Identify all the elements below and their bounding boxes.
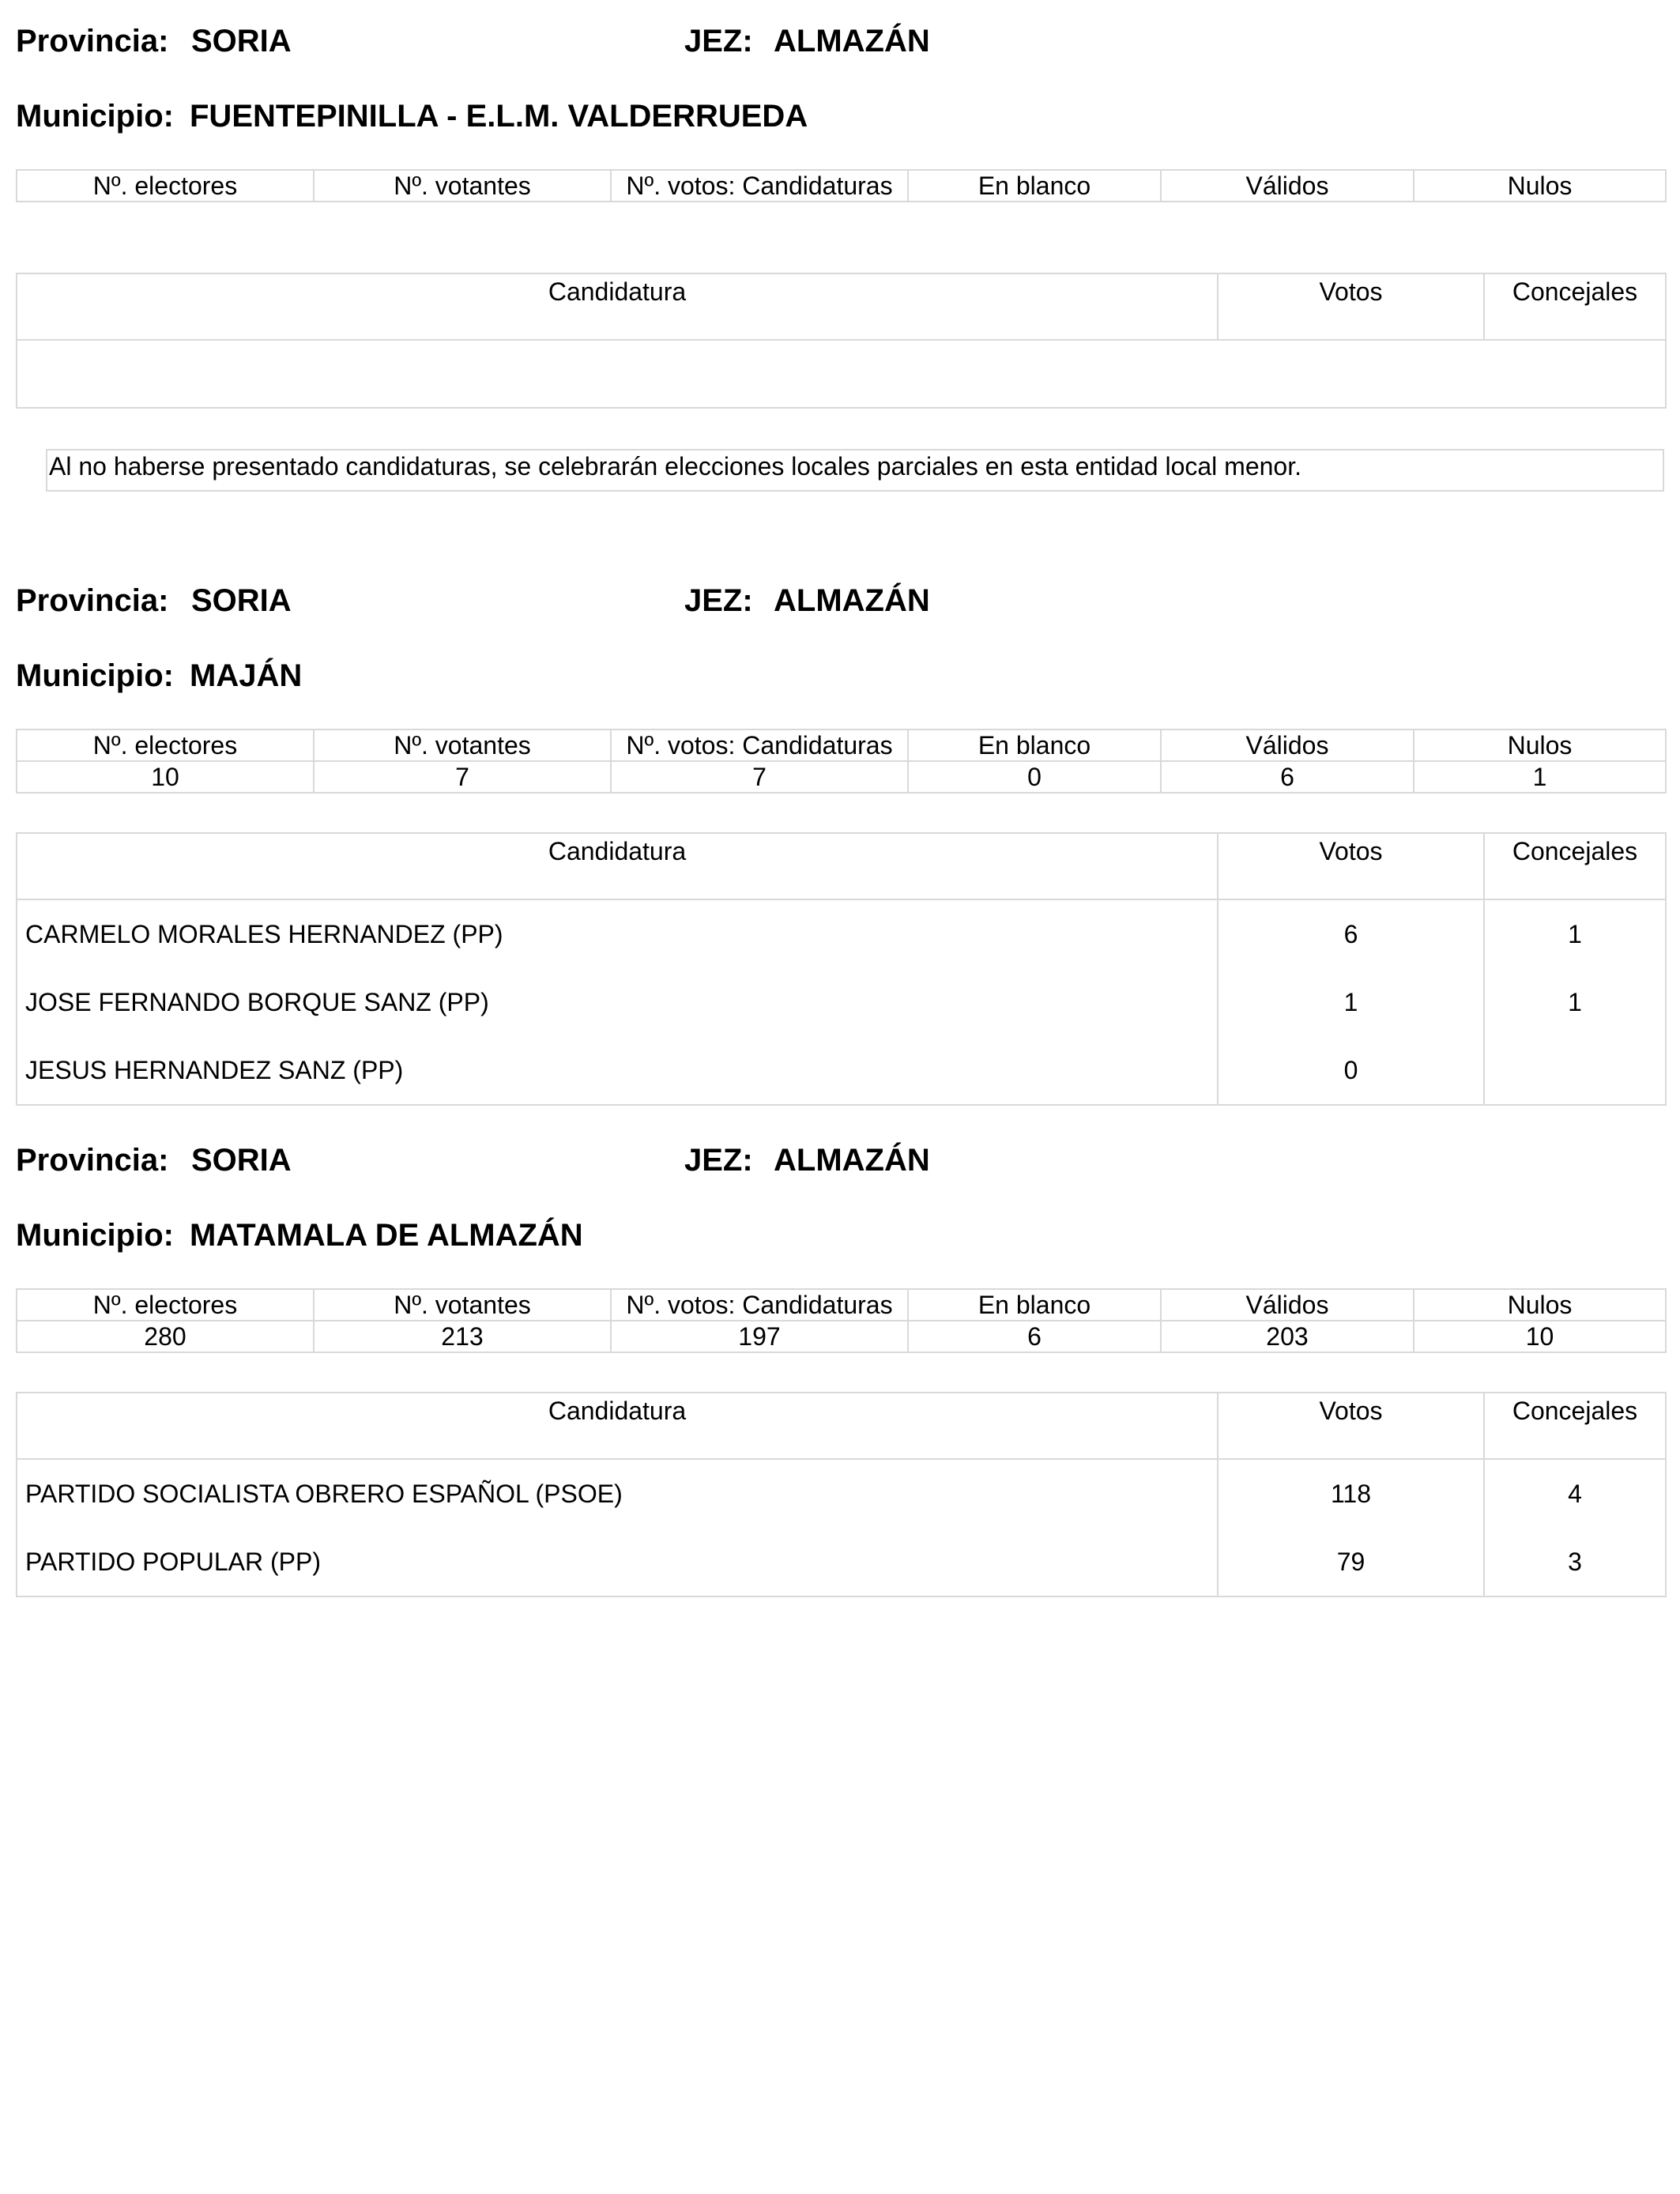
header-votos: Votos: [1218, 833, 1484, 899]
municipio-value: MATAMALA DE ALMAZÁN: [190, 1218, 583, 1253]
candidates-table: [16, 1392, 1667, 1597]
header-votos-candidaturas: Nº. votos: Candidaturas: [611, 170, 908, 202]
value-votos-candidaturas: 197: [611, 1321, 908, 1352]
summary-values-row: [17, 761, 1666, 793]
header-candidatura: Candidatura: [17, 833, 1218, 899]
summary-table: [16, 729, 1667, 794]
header-concejales: Concejales: [1484, 273, 1666, 340]
municipio-label: Municipio:: [16, 1218, 174, 1253]
candidate-name: CARMELO MORALES HERNANDEZ (PP): [17, 899, 1218, 968]
no-candidates-note: Al no haberse presentado candidaturas, se celebrarán elecciones locales parciales en esta entidad local menor.: [46, 449, 1664, 492]
provincia-label: Provincia:: [16, 1143, 169, 1178]
table-row: [17, 968, 1666, 1036]
header-validos: Válidos: [1161, 729, 1414, 761]
municipio-value: MAJÁN: [190, 658, 303, 693]
municipio-label: Municipio:: [16, 99, 174, 134]
table-row: [17, 899, 1666, 968]
candidates-header-row: [17, 1393, 1666, 1459]
value-electores: 280: [17, 1321, 314, 1352]
header-votos: Votos: [1218, 273, 1484, 340]
value-validos: 203: [1161, 1321, 1414, 1352]
municipio-value: FUENTEPINILLA - E.L.M. VALDERRUEDA: [190, 99, 808, 134]
candidate-votos: 118: [1218, 1459, 1484, 1528]
provincia-value: SORIA: [191, 24, 292, 58]
provincia-value: SORIA: [191, 583, 292, 618]
provincia-label: Provincia:: [16, 24, 169, 58]
header-concejales: Concejales: [1484, 1393, 1666, 1459]
value-en-blanco: 6: [908, 1321, 1161, 1352]
table-row-empty: [17, 340, 1666, 408]
header-votantes: Nº. votantes: [314, 170, 611, 202]
candidates-header-row: [17, 273, 1666, 340]
candidates-header-row: [17, 833, 1666, 899]
value-votos-candidaturas: 7: [611, 761, 908, 793]
summary-header-row: [17, 170, 1666, 202]
header-concejales: Concejales: [1484, 833, 1666, 899]
header-electores: Nº. electores: [17, 170, 314, 202]
candidate-name: PARTIDO POPULAR (PP): [17, 1528, 1218, 1596]
candidate-name: JESUS HERNANDEZ SANZ (PP): [17, 1036, 1218, 1105]
jez-label: JEZ:: [684, 24, 753, 58]
summary-header-row: [17, 729, 1666, 761]
candidate-concejales: 1: [1484, 899, 1666, 968]
table-row: [17, 1036, 1666, 1105]
candidates-table: [16, 273, 1667, 409]
candidate-name: JOSE FERNANDO BORQUE SANZ (PP): [17, 968, 1218, 1036]
header-validos: Válidos: [1161, 1289, 1414, 1321]
value-validos: 6: [1161, 761, 1414, 793]
candidate-votos: 1: [1218, 968, 1484, 1036]
header-validos: Válidos: [1161, 170, 1414, 202]
header-votantes: Nº. votantes: [314, 1289, 611, 1321]
value-votantes: 7: [314, 761, 611, 793]
summary-table: [16, 1288, 1667, 1353]
value-votantes: 213: [314, 1321, 611, 1352]
candidate-concejales: [1484, 1036, 1666, 1105]
header-en-blanco: En blanco: [908, 729, 1161, 761]
header-electores: Nº. electores: [17, 729, 314, 761]
header-votos: Votos: [1218, 1393, 1484, 1459]
header-en-blanco: En blanco: [908, 1289, 1161, 1321]
header-electores: Nº. electores: [17, 1289, 314, 1321]
section-matamala: [0, 1119, 1680, 1672]
header-nulos: Nulos: [1414, 1289, 1666, 1321]
value-nulos: 1: [1414, 761, 1666, 793]
jez-label: JEZ:: [684, 583, 753, 618]
summary-header-row: [17, 1289, 1666, 1321]
header-nulos: Nulos: [1414, 170, 1666, 202]
header-votantes: Nº. votantes: [314, 729, 611, 761]
jez-value: ALMAZÁN: [774, 583, 930, 618]
jez-label: JEZ:: [684, 1143, 753, 1178]
header-candidatura: Candidatura: [17, 273, 1218, 340]
candidate-name: PARTIDO SOCIALISTA OBRERO ESPAÑOL (PSOE): [17, 1459, 1218, 1528]
summary-values-row: [17, 1321, 1666, 1352]
candidate-concejales: 1: [1484, 968, 1666, 1036]
municipio-label: Municipio:: [16, 658, 174, 693]
header-candidatura: Candidatura: [17, 1393, 1218, 1459]
value-electores: 10: [17, 761, 314, 793]
provincia-value: SORIA: [191, 1143, 292, 1178]
header-votos-candidaturas: Nº. votos: Candidaturas: [611, 1289, 908, 1321]
candidate-votos: 0: [1218, 1036, 1484, 1105]
table-row: [17, 1459, 1666, 1528]
candidate-concejales: 3: [1484, 1528, 1666, 1596]
header-en-blanco: En blanco: [908, 170, 1161, 202]
candidate-votos: 6: [1218, 899, 1484, 968]
value-nulos: 10: [1414, 1321, 1666, 1352]
header-votos-candidaturas: Nº. votos: Candidaturas: [611, 729, 908, 761]
provincia-label: Provincia:: [16, 583, 169, 618]
jez-value: ALMAZÁN: [774, 24, 930, 58]
summary-table: [16, 169, 1667, 202]
section-fuentepinilla: [0, 0, 1680, 553]
value-en-blanco: 0: [908, 761, 1161, 793]
section-majan: [0, 560, 1680, 1113]
candidates-table: [16, 832, 1667, 1106]
header-nulos: Nulos: [1414, 729, 1666, 761]
candidate-votos: 79: [1218, 1528, 1484, 1596]
candidate-concejales: 4: [1484, 1459, 1666, 1528]
table-row: [17, 1528, 1666, 1596]
jez-value: ALMAZÁN: [774, 1143, 930, 1178]
empty-cell: [17, 340, 1666, 408]
